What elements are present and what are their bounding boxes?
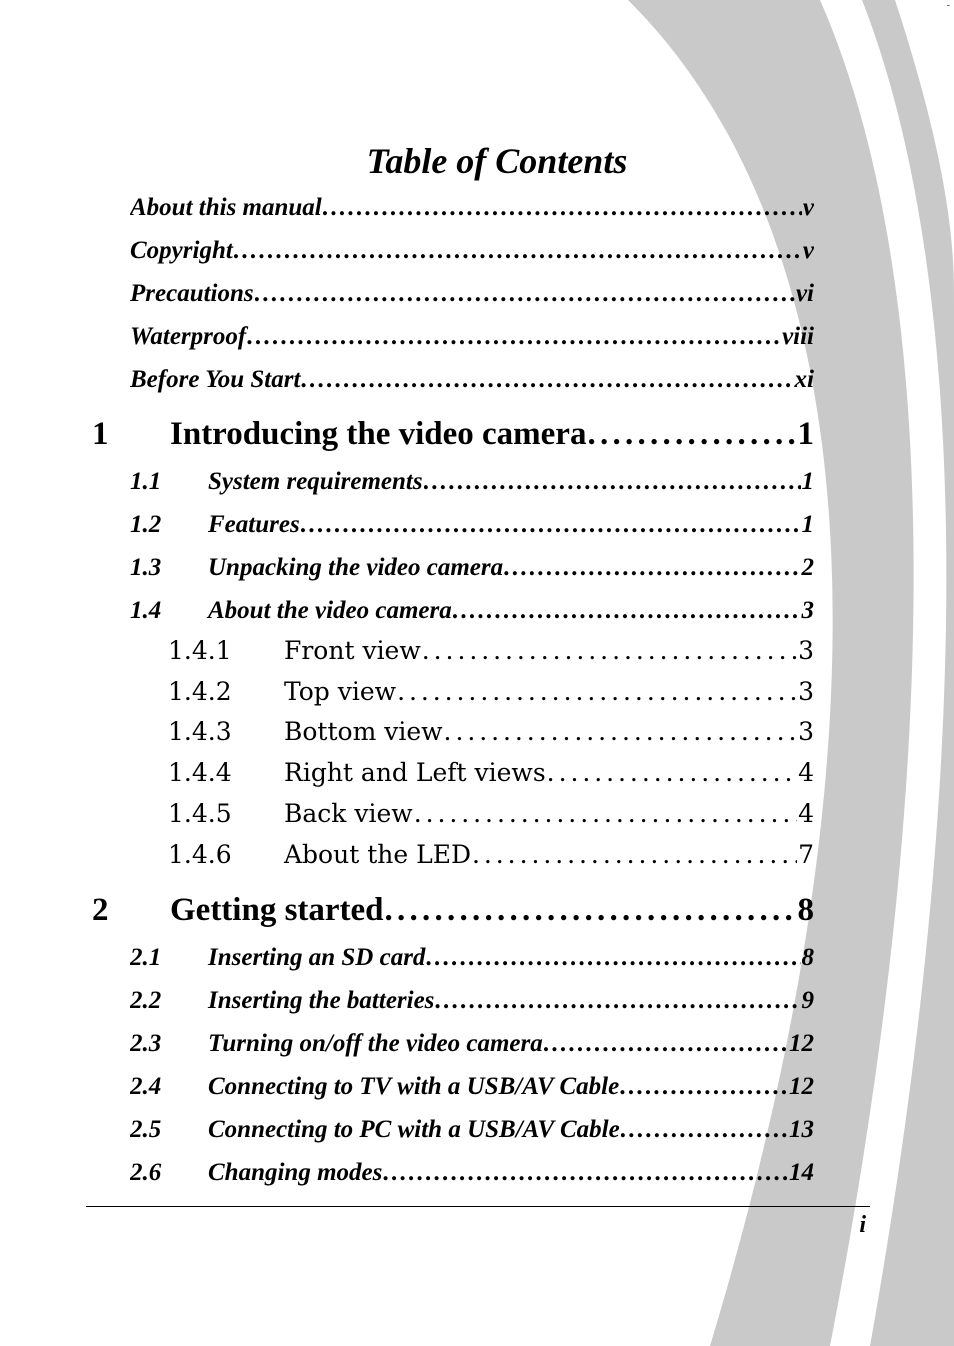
toc-entry-page: xi [794,366,814,393]
chapter-title: Getting started [170,892,384,928]
dot-leader [301,511,801,539]
section-page: 1 [801,511,814,538]
footer-rule [86,1206,870,1207]
dot-leader [414,799,797,828]
toc-section-1-1[interactable] [130,468,814,496]
section-title: Features [208,511,300,538]
section-number: 1.2 [130,511,162,538]
section-title: Connecting to PC with a USB/AV Cable [208,1116,620,1143]
toc-section-2-4[interactable] [130,1073,814,1101]
toc-section-2-6[interactable] [130,1159,814,1187]
section-number: 1.1 [130,468,162,495]
subsection-title: Front view [284,636,421,665]
toc-subsection-1-4-1[interactable] [168,636,814,665]
section-number: 2.2 [130,987,162,1014]
corner-mark: - [946,0,950,11]
toc-subsection-1-4-5[interactable] [168,799,814,828]
subsection-number: 1.4.4 [168,758,232,787]
toc-entry-about-manual[interactable] [130,194,814,222]
section-number: 2.6 [130,1159,162,1186]
toc-entry-page: v [802,237,814,264]
dot-leader [544,1030,788,1058]
subsection-page: 3 [798,677,814,706]
dot-leader [453,597,801,625]
section-page: 14 [789,1159,814,1186]
subsection-number: 1.4.3 [168,717,232,746]
subsection-title: Back view [284,799,413,828]
toc-section-2-5[interactable] [130,1116,814,1144]
section-page: 8 [801,944,814,971]
section-page: 13 [789,1116,814,1143]
subsection-title: Bottom view [284,717,443,746]
dot-leader [247,323,781,351]
subsection-page: 7 [798,840,814,869]
section-title: Unpacking the video camera [208,554,504,581]
dot-leader [504,554,800,582]
subsection-number: 1.4.6 [168,840,232,869]
section-number: 1.4 [130,597,162,624]
toc-entry-page: vi [795,280,814,307]
toc-section-1-3[interactable] [130,554,814,582]
dot-leader [426,944,800,972]
dot-leader [323,194,802,222]
section-title: Changing modes [208,1159,383,1186]
toc-entry-before-you-start[interactable] [130,366,814,394]
toc-subsection-1-4-4[interactable] [168,758,814,787]
toc-entry-page: viii [782,323,814,350]
toc-section-2-3[interactable] [130,1030,814,1058]
dot-leader [472,840,797,869]
dot-leader [435,987,800,1015]
subsection-title: Top view [284,677,397,706]
toc-entry-text: Waterproof [130,323,247,350]
dot-leader [397,677,797,706]
section-title: About the video camera [208,597,452,624]
subsection-page: 3 [798,636,814,665]
chapter-number: 1 [92,416,109,452]
subsection-number: 1.4.5 [168,799,232,828]
chapter-page: 8 [797,892,814,928]
dot-leader [547,758,797,787]
toc-entry-waterproof[interactable] [130,323,814,351]
section-title: Turning on/off the video camera [208,1030,543,1057]
dot-leader [234,237,802,265]
toc-entry-precautions[interactable] [130,280,814,308]
section-number: 2.1 [130,944,162,971]
page-title: Table of Contents [366,141,628,181]
subsection-title: About the LED [284,840,471,869]
section-page: 9 [801,987,814,1014]
toc-section-2-2[interactable] [130,987,814,1015]
toc-section-2-1[interactable] [130,944,814,972]
toc-section-1-4[interactable] [130,597,814,625]
section-number: 2.3 [130,1030,162,1057]
dot-leader [621,1116,788,1144]
toc-subsection-1-4-2[interactable] [168,677,814,706]
subsection-page: 4 [798,758,814,787]
section-title: Connecting to TV with a USB/AV Cable [208,1073,620,1100]
dot-leader [444,717,798,746]
dot-leader [385,892,797,929]
section-page: 12 [789,1073,814,1100]
section-number: 2.4 [130,1073,162,1100]
section-title: Inserting the batteries [208,987,435,1014]
section-title: System requirements [208,468,423,495]
toc-entry-text: Copyright [130,237,233,264]
section-number: 2.5 [130,1116,162,1143]
toc-entry-page: v [802,194,814,221]
dot-leader [424,468,801,496]
section-page: 12 [789,1030,814,1057]
dot-leader [301,366,793,394]
section-page: 3 [801,597,814,624]
subsection-number: 1.4.2 [168,677,232,706]
subsection-title: Right and Left views [284,758,546,787]
toc-subsection-1-4-6[interactable] [168,840,814,869]
subsection-page: 4 [798,799,814,828]
toc-entry-text: Before You Start [130,366,301,393]
dot-leader [620,1073,788,1101]
section-title: Inserting an SD card [208,944,426,971]
chapter-number: 2 [92,892,109,928]
toc-entry-copyright[interactable] [130,237,814,265]
dot-leader [383,1159,788,1187]
section-number: 1.3 [130,554,162,581]
chapter-page: 1 [797,416,814,452]
dot-leader [587,416,796,453]
section-page: 1 [801,468,814,495]
toc-subsection-1-4-3[interactable] [168,717,814,746]
dot-leader [255,280,795,308]
footer-page-number: i [859,1212,866,1238]
section-page: 2 [801,554,814,581]
toc-entry-text: Precautions [130,280,254,307]
dot-leader [422,636,797,665]
toc-section-1-2[interactable] [130,511,814,539]
toc-chapter-1[interactable] [92,416,814,453]
toc-entry-text: About this manual [130,194,322,221]
subsection-page: 3 [798,717,814,746]
toc-chapter-2[interactable] [92,892,814,929]
chapter-title: Introducing the video camera [170,416,587,452]
subsection-number: 1.4.1 [168,636,232,665]
